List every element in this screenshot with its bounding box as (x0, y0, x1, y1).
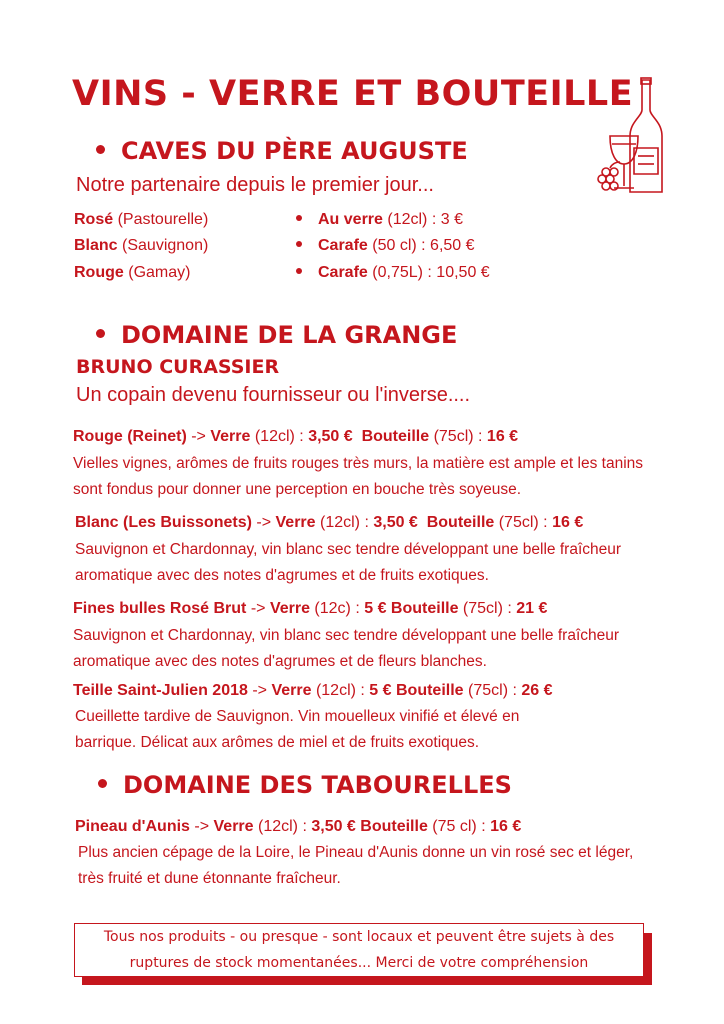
bullet-dot (296, 268, 302, 274)
section-subtitle: BRUNO CURASSIER (76, 356, 280, 378)
wine-entry-header: Pineau d'Aunis -> Verre (12cl) : 3,50 € Bouteille (75 cl) : 16 € (75, 818, 522, 835)
wine-entry-header: Blanc (Les Buissonets) -> Verre (12cl) : 3,50 € Bouteille (75cl) : 16 € (75, 514, 584, 531)
wine-list-item: Blanc (Sauvignon) (74, 237, 209, 254)
wine-description: Plus ancien cépage de la Loire, le Pineau d'Aunis donne un vin rosé sec et léger, très fruité et dune étonnante fraîcheur. (78, 844, 634, 887)
price-list-item: Carafe (50 cl) : 6,50 € (296, 237, 475, 255)
page-title: VINS - VERRE ET BOUTEILLE (72, 74, 634, 114)
section-title: DOMAINE DE LA GRANGE (121, 321, 458, 349)
notice-line: ruptures de stock momentanées... Merci de votre compréhension (129, 955, 589, 971)
wine-description: Sauvignon et Chardonnay, vin blanc sec tendre développant une belle fraîcheur aromatique avec des notes d'agrumes et de fleurs blanches. (73, 627, 620, 670)
wine-list-item: Rouge (Gamay) (74, 264, 191, 281)
section-title: CAVES DU PÈRE AUGUSTE (121, 137, 468, 165)
wine-bottle-glasses-grapes-icon (596, 76, 676, 200)
bullet-dot (96, 329, 105, 338)
section-heading-tabourelles (98, 771, 512, 799)
wine-entry-header: Rouge (Reinet) -> Verre (12cl) : 3,50 € Bouteille (75cl) : 16 € (73, 428, 519, 445)
section-heading-grange (96, 321, 457, 349)
bullet-dot (296, 215, 302, 221)
bullet-dot (96, 145, 105, 154)
wine-description: Vielles vignes, arômes de fruits rouges très murs, la matière est ample et les tanins sont fondus pour donner une perception en bouche très soyeuse. (73, 455, 644, 498)
section-tagline: Un copain devenu fournisseur ou l'inverse.... (76, 384, 471, 406)
wine-entry-header: Fines bulles Rosé Brut -> Verre (12c) : 5 € Bouteille (75cl) : 21 € (73, 600, 548, 617)
bullet-dot (98, 779, 107, 788)
notice-line: Tous nos produits - ou presque - sont locaux et peuvent être sujets à des (103, 929, 615, 945)
wine-description: Cueillette tardive de Sauvignon. Vin mouelleux vinifié et élevé en barrique. Délicat aux arômes de miel et de fruits exotiques. (75, 708, 520, 751)
section-tagline: Notre partenaire depuis le premier jour... (76, 174, 434, 196)
stock-notice (74, 923, 644, 977)
section-title: DOMAINE DES TABOURELLES (123, 771, 512, 799)
wine-entry-header: Teille Saint-Julien 2018 -> Verre (12cl) : 5 € Bouteille (75cl) : 26 € (73, 682, 553, 699)
section-heading-caves (96, 137, 468, 165)
wine-list-item: Rosé (Pastourelle) (74, 211, 209, 228)
price-list-item: Au verre (12cl) : 3 € (296, 211, 463, 229)
wine-description: Sauvignon et Chardonnay, vin blanc sec tendre développant une belle fraîcheur aromatique avec des notes d'agrumes et de fruits exotiques. (75, 541, 622, 584)
bullet-dot (296, 241, 302, 247)
price-list-item: Carafe (0,75L) : 10,50 € (296, 264, 490, 282)
